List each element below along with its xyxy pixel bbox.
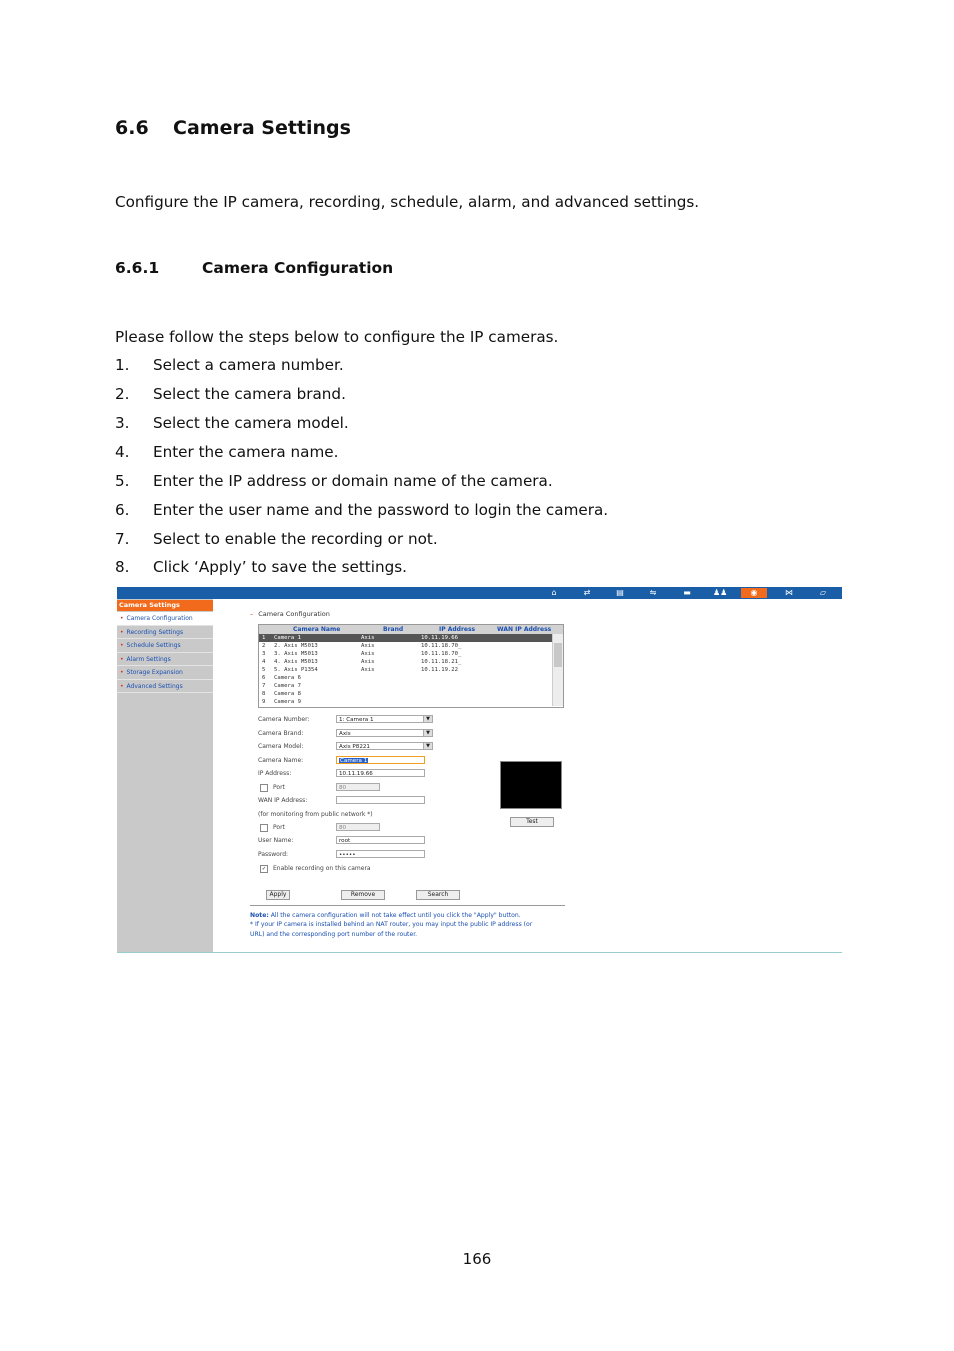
table-row[interactable]: 6 Camera 6 [262, 675, 301, 681]
camera-preview [500, 761, 562, 809]
port-label: Port [273, 784, 285, 791]
sidebar-header: Camera Settings [117, 600, 213, 611]
scrollbar-thumb[interactable] [554, 643, 562, 667]
sidebar-menu [117, 612, 213, 693]
step-item: 2. Select the camera brand. [115, 385, 346, 403]
column-header: WAN IP Address [497, 626, 552, 633]
sidebar-item-advanced-settings[interactable]: • Advanced Settings [117, 680, 213, 694]
chevron-down-icon: ▼ [423, 743, 432, 750]
storage-icon[interactable]: ▬ [683, 588, 691, 597]
camera-name-input[interactable]: Camera 1 [336, 756, 425, 764]
table-row[interactable]: 1 Camera 1 Axis 10.11.19.66 [259, 634, 552, 642]
table-row[interactable]: 9 Camera 9 [262, 699, 301, 705]
users-icon[interactable]: ♟♟ [713, 588, 728, 597]
subsection-title: Camera Configuration [202, 259, 394, 277]
apply-button[interactable]: Apply [266, 890, 290, 900]
sidebar-item-schedule-settings[interactable]: • Schedule Settings [117, 639, 213, 653]
column-header: IP Address [439, 626, 476, 633]
wan-note: (for monitoring from public network *) [258, 811, 373, 818]
camera-name-label: Camera Name: [258, 757, 304, 764]
network-icon[interactable]: ⇄ [583, 588, 591, 597]
intro-paragraph: Configure the IP camera, recording, schedule, alarm, and advanced settings. [115, 193, 700, 211]
top-toolbar [117, 587, 842, 599]
camera-table [258, 624, 564, 708]
column-header: Brand [383, 626, 404, 633]
camera-model-label: Camera Model: [258, 743, 304, 750]
system-icon[interactable]: ⇋ [649, 588, 657, 597]
subsection-number: 6.6.1 [115, 259, 160, 277]
subsection-heading [115, 259, 393, 277]
sidebar-item-alarm-settings[interactable]: • Alarm Settings [117, 653, 213, 667]
remove-button[interactable]: Remove [341, 890, 385, 900]
step-item: 8. Click ‘Apply’ to save the settings. [115, 558, 407, 576]
password-label: Password: [258, 851, 289, 858]
step-item: 6. Enter the user name and the password to login the camera. [115, 501, 609, 519]
step-item: 7. Select to enable the recording or not. [115, 530, 438, 548]
page-number: 166 [462, 1250, 492, 1268]
table-row[interactable]: 7 Camera 7 [262, 683, 301, 689]
camera-number-label: Camera Number: [258, 716, 310, 723]
home-icon[interactable]: ⌂ [551, 588, 557, 597]
step-item: 1. Select a camera number. [115, 356, 344, 374]
camera-config-screenshot [117, 587, 842, 953]
server-icon[interactable]: ▱ [819, 588, 827, 597]
section-title: Camera Settings [173, 117, 351, 139]
table-header [259, 625, 563, 634]
camera-icon[interactable]: ◉ [741, 588, 767, 598]
chevron-down-icon: ▼ [423, 730, 432, 737]
panel-title: – Camera Configuration [250, 610, 330, 618]
step-item: 4. Enter the camera name. [115, 443, 339, 461]
wan-port-input[interactable]: 80 [336, 823, 380, 831]
section-number: 6.6 [115, 117, 149, 139]
device-icon[interactable]: ▤ [616, 588, 624, 597]
steps-intro: Please follow the steps below to configure the IP cameras. [115, 328, 559, 346]
camera-brand-select[interactable]: Axis ▼ [336, 729, 433, 737]
note-line-1: Note: All the camera configuration will not take effect until you click the "Apply" button. [250, 912, 521, 919]
recording-label: Enable recording on this camera [273, 865, 371, 872]
wan-ip-label: WAN IP Address: [258, 797, 308, 804]
wan-ip-input[interactable] [336, 796, 425, 804]
video-icon[interactable]: ⋈ [785, 588, 793, 597]
wan-port-label: Port [273, 824, 285, 831]
table-row[interactable]: 3 3. Axis M5013 Axis 10.11.18.70_ [262, 651, 462, 657]
port-input[interactable]: 80 [336, 783, 380, 791]
column-header: Camera Name [293, 626, 341, 633]
sidebar-item-recording-settings[interactable]: • Recording Settings [117, 626, 213, 640]
recording-checkbox[interactable]: ✓ [261, 866, 267, 872]
table-row[interactable]: 4 4. Axis M5013 Axis 10.11.18.21_ [262, 659, 462, 665]
chevron-down-icon: ▼ [423, 716, 432, 723]
table-row[interactable]: 8 Camera 8 [262, 691, 301, 697]
camera-brand-label: Camera Brand: [258, 730, 304, 737]
password-input[interactable]: ••••• [336, 850, 425, 858]
camera-number-select[interactable]: 1: Camera 1 ▼ [336, 715, 433, 723]
step-item: 5. Enter the IP address or domain name of the camera. [115, 472, 553, 490]
port-checkbox[interactable] [260, 784, 268, 792]
sidebar-item-camera-configuration[interactable]: • Camera Configuration [117, 612, 213, 626]
table-scrollbar[interactable] [552, 634, 563, 706]
search-button[interactable]: Search [416, 890, 460, 900]
note-line-3: URL) and the corresponding port number of the router. [250, 931, 418, 938]
table-row[interactable]: 5 5. Axis P1354 Axis 10.11.19.22 [262, 667, 459, 673]
user-name-input[interactable]: root [336, 836, 425, 844]
section-heading [115, 117, 351, 139]
camera-model-select[interactable]: Axis P8221 ▼ [336, 742, 433, 750]
ip-address-label: IP Address: [258, 770, 292, 777]
sidebar-item-storage-expansion[interactable]: • Storage Expansion [117, 666, 213, 680]
divider [250, 905, 565, 906]
note-line-2: * If your IP camera is installed behind an NAT router, you may input the public IP address (or [250, 921, 533, 928]
table-row[interactable]: 2 2. Axis M5013 Axis 10.11.18.70_ [262, 643, 462, 649]
user-name-label: User Name: [258, 837, 294, 844]
step-item: 3. Select the camera model. [115, 414, 349, 432]
wan-port-checkbox[interactable] [260, 824, 268, 832]
ip-address-input[interactable]: 10.11.19.66 [336, 769, 425, 777]
test-button[interactable]: Test [510, 817, 554, 827]
